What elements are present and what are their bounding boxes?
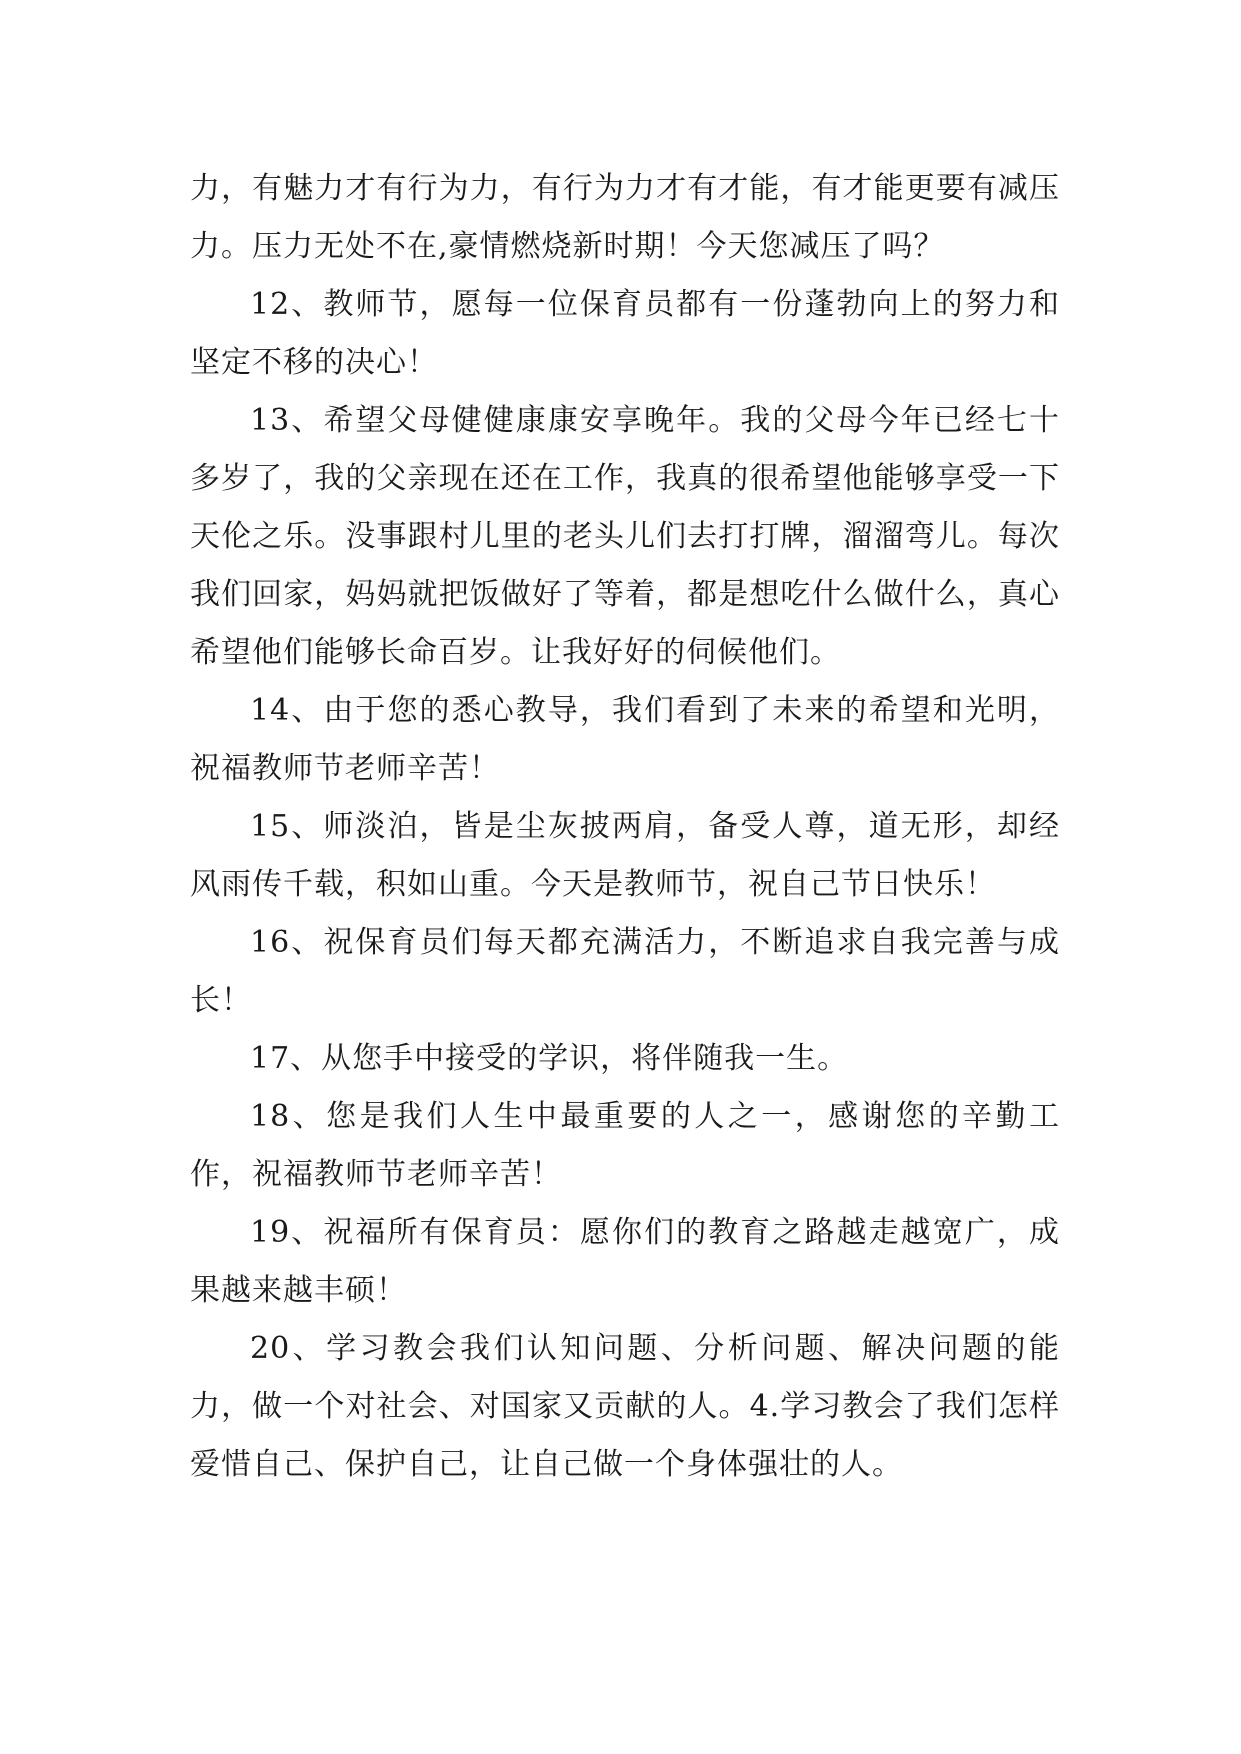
paragraph-17: 17、从您手中接受的学识，将伴随我一生。	[250, 1041, 849, 1076]
paragraph-19: 19、祝福所有保育员：愿你们的教育之路越走越宽广，成果越来越丰硕！	[190, 1215, 1060, 1308]
document-body	[190, 160, 1060, 1494]
paragraph-16: 16、祝保育员们每天都充满活力，不断追求自我完善与成长！	[190, 925, 1060, 1018]
paragraph-18: 18、您是我们人生中最重要的人之一，感谢您的辛勤工作，祝福教师节老师辛苦！	[190, 1099, 1060, 1192]
paragraph-15: 15、师淡泊，皆是尘灰披两肩，备受人尊，道无形，却经风雨传千载，积如山重。今天是教师节，祝自己节日快乐！	[190, 809, 1060, 902]
paragraph-20: 20、学习教会我们认知问题、分析问题、解决问题的能力，做一个对社会、对国家又贡献的人。4.学习教会了我们怎样爱惜自己、保护自己，让自己做一个身体强壮的人。	[190, 1331, 1060, 1482]
paragraph-14: 14、由于您的悉心教导，我们看到了未来的希望和光明，祝福教师节老师辛苦！	[190, 693, 1060, 786]
paragraph-continuation: 力，有魅力才有行为力，有行为力才有才能，有才能更要有减压力。压力无处不在,豪情燃烧新时期！今天您减压了吗？	[190, 171, 1060, 264]
paragraph-12: 12、教师节，愿每一位保育员都有一份蓬勃向上的努力和坚定不移的决心！	[190, 287, 1060, 380]
paragraph-13: 13、希望父母健健康康安享晚年。我的父母今年已经七十多岁了，我的父亲现在还在工作，我真的很希望他能够享受一下天伦之乐。没事跟村儿里的老头儿们去打打牌，溜溜弯儿。每次我们回家，妈妈就把饭做好了等着，都是想吃什么做什么，真心希望他们能够长命百岁。让我好好的伺候他们。	[190, 403, 1060, 670]
